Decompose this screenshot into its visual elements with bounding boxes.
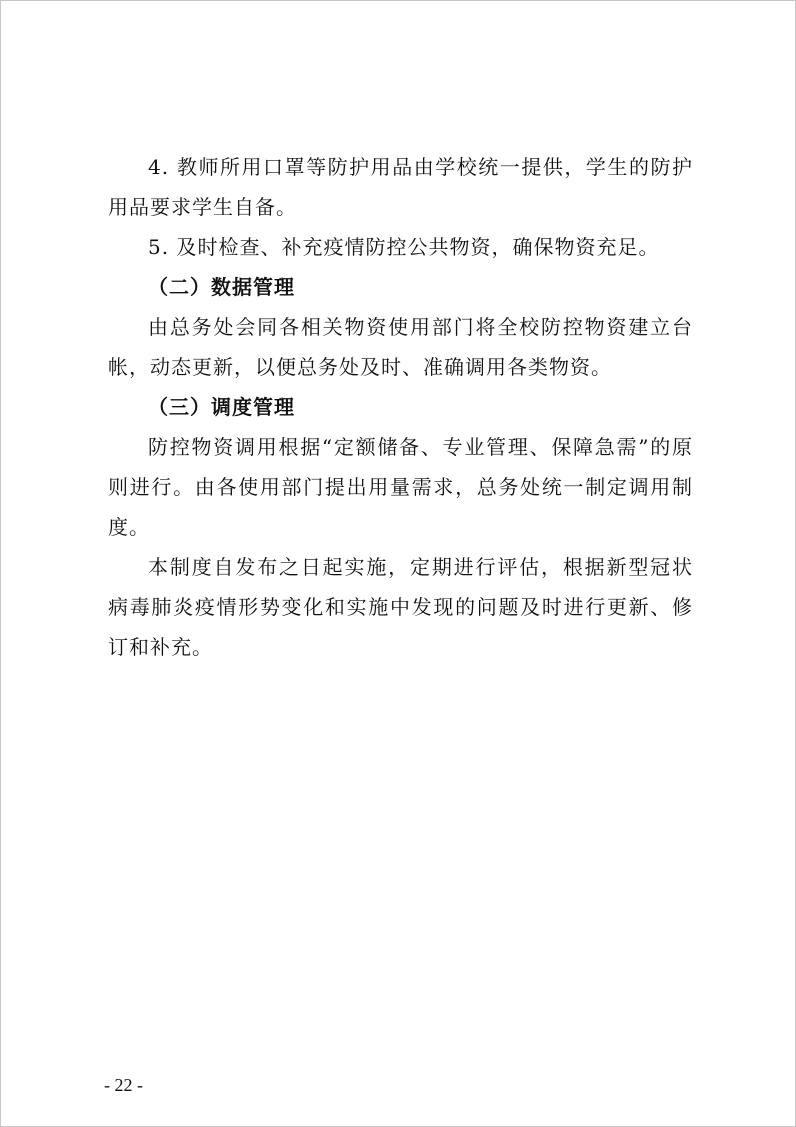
paragraph-protective-supplies: 4. 教师所用口罩等防护用品由学校统一提供，学生的防护用品要求学生自备。 xyxy=(108,155,693,219)
paragraph-effective-date: 本制度自发布之日起实施，定期进行评估，根据新型冠状病毒肺炎疫情形势变化和实施中发现的问题及时进行更新、修订和补充。 xyxy=(108,555,693,659)
paragraph-inspection: 5. 及时检查、补充疫情防控公共物资，确保物资充足。 xyxy=(148,235,660,259)
section-heading-dispatch-management: （三）调度管理 xyxy=(148,395,295,419)
paragraph-ledger: 由总务处会同各相关物资使用部门将全校防控物资建立台帐，动态更新，以便总务处及时、准确调用各类物资。 xyxy=(108,315,693,379)
document-body xyxy=(108,147,693,667)
paragraph-dispatch-principles: 防控物资调用根据“定额储备、专业管理、保障急需”的原则进行。由各使用部门提出用量需求，总务处统一制定调用制度。 xyxy=(108,435,693,539)
page-number: - 22 - xyxy=(104,1075,143,1095)
section-heading-data-management: （二）数据管理 xyxy=(148,275,295,299)
